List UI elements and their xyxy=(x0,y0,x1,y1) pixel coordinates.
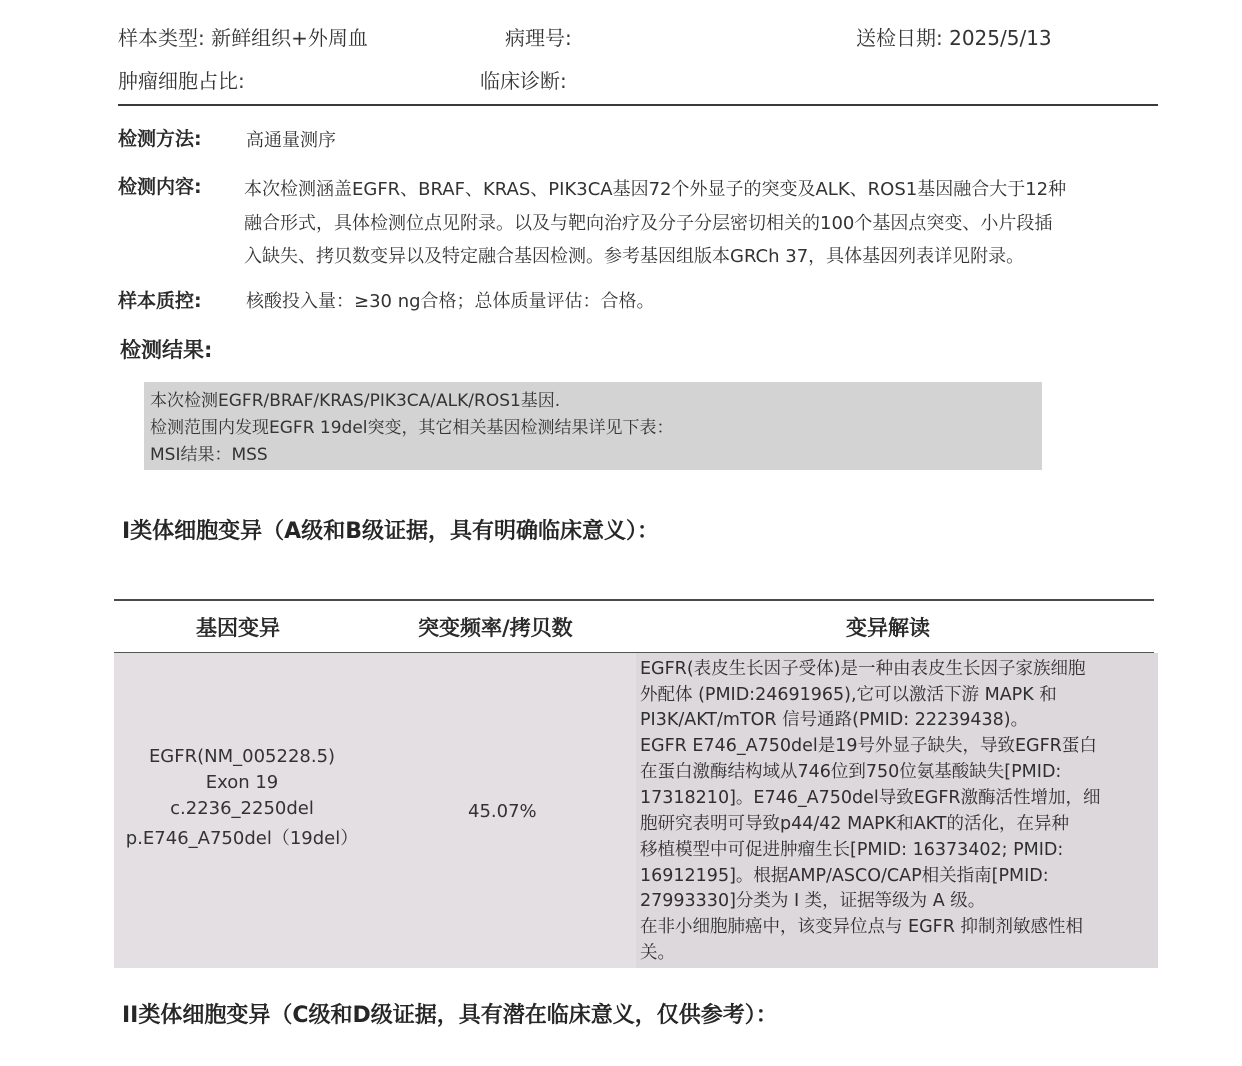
summary-line: 检测范围内发现EGFR 19del突变，其它相关基因检测结果详见下表： xyxy=(150,418,674,438)
content-line: 入缺失、拷贝数变异以及特定融合基因检测。参考基因组版本GRCh 37，具体基因列表详见附录。 xyxy=(244,246,1025,267)
interpretation-line: 27993330]分类为 I 类，证据等级为 A 级。 xyxy=(640,891,986,911)
content-line: 本次检测涵盖EGFR、BRAF、KRAS、PIK3CA基因72个外显子的突变及ALK、ROS1基因融合大于12种 xyxy=(244,179,1067,200)
interpretation-line: 在蛋白激酶结构域从746位到750位氨基酸缺失[PMID: xyxy=(640,762,1062,782)
tumor-ratio-label: 肿瘤细胞占比: xyxy=(118,69,245,93)
method-value: 高通量测序 xyxy=(246,130,336,151)
class2-title: II类体细胞变异（C级和D级证据，具有潜在临床意义，仅供参考）： xyxy=(122,1003,778,1028)
send-date-row xyxy=(856,22,1052,51)
interpretation-line: 在非小细胞肺癌中，该变异位点与 EGFR 抑制剂敏感性相 xyxy=(640,917,1083,937)
gene-line: p.E746_A750del（19del） xyxy=(125,828,359,849)
sample-type-row xyxy=(118,22,368,51)
content-line: 融合形式，具体检测位点见附录。以及与靶向治疗及分子分层密切相关的100个基因点突变、小片段插 xyxy=(244,213,1053,234)
method-label: 检测方法: xyxy=(118,128,202,150)
gene-line: Exon 19 xyxy=(205,772,279,793)
interpretation-line: EGFR(表皮生长因子受体)是一种由表皮生长因子家族细胞 xyxy=(640,659,1086,679)
class1-title: I类体细胞变异（A级和B级证据，具有明确临床意义）： xyxy=(122,519,659,544)
frequency-value: 45.07% xyxy=(468,801,537,822)
qc-value: 核酸投入量：≥30 ng合格；总体质量评估：合格。 xyxy=(246,291,655,312)
interpretation-line: 外配体 (PMID:24691965),它可以激活下游 MAPK 和 xyxy=(640,685,1057,705)
pathology-no-label: 病理号: xyxy=(505,26,572,50)
qc-label: 样本质控: xyxy=(118,290,202,312)
send-date-label: 送检日期: xyxy=(856,26,943,50)
interpretation-line: 17318210]。E746_A750del导致EGFR激酶活性增加，细 xyxy=(640,788,1101,808)
interpretation-line: 胞研究表明可导致p44/42 MAPK和AKT的活化，在异种 xyxy=(640,814,1069,834)
table-top-border xyxy=(114,599,1154,601)
interpretation-line: EGFR E746_A750del是19号外显子缺失，导致EGFR蛋白 xyxy=(640,736,1097,756)
interpretation-line: 移植模型中可促进肿瘤生长[PMID: 16373402; PMID: xyxy=(640,840,1064,860)
header-gene-variant: 基因变异 xyxy=(196,616,280,640)
gene-line: c.2236_2250del xyxy=(170,798,314,819)
results-title: 检测结果: xyxy=(120,338,213,362)
gene-line: EGFR(NM_005228.5) xyxy=(148,746,336,767)
content-label: 检测内容: xyxy=(118,176,202,198)
summary-line: MSI结果：MSS xyxy=(150,445,268,465)
send-date-value: 2025/5/13 xyxy=(949,26,1052,50)
header-divider xyxy=(118,104,1158,106)
summary-line: 本次检测EGFR/BRAF/KRAS/PIK3CA/ALK/ROS1基因. xyxy=(150,391,561,411)
interpretation-line: 16912195]。根据AMP/ASCO/CAP相关指南[PMID: xyxy=(640,866,1049,886)
sample-type-label: 样本类型: xyxy=(118,26,205,50)
header-interpretation: 变异解读 xyxy=(846,616,930,640)
interpretation-line: PI3K/AKT/mTOR 信号通路(PMID: 22239438)。 xyxy=(640,710,1029,730)
results-summary-box xyxy=(144,382,1042,470)
sample-type-value: 新鲜组织+外周血 xyxy=(211,26,368,50)
clinical-diagnosis-label: 临床诊断: xyxy=(480,69,567,93)
header-frequency: 突变频率/拷贝数 xyxy=(418,616,573,640)
interpretation-line: 关。 xyxy=(640,943,675,963)
